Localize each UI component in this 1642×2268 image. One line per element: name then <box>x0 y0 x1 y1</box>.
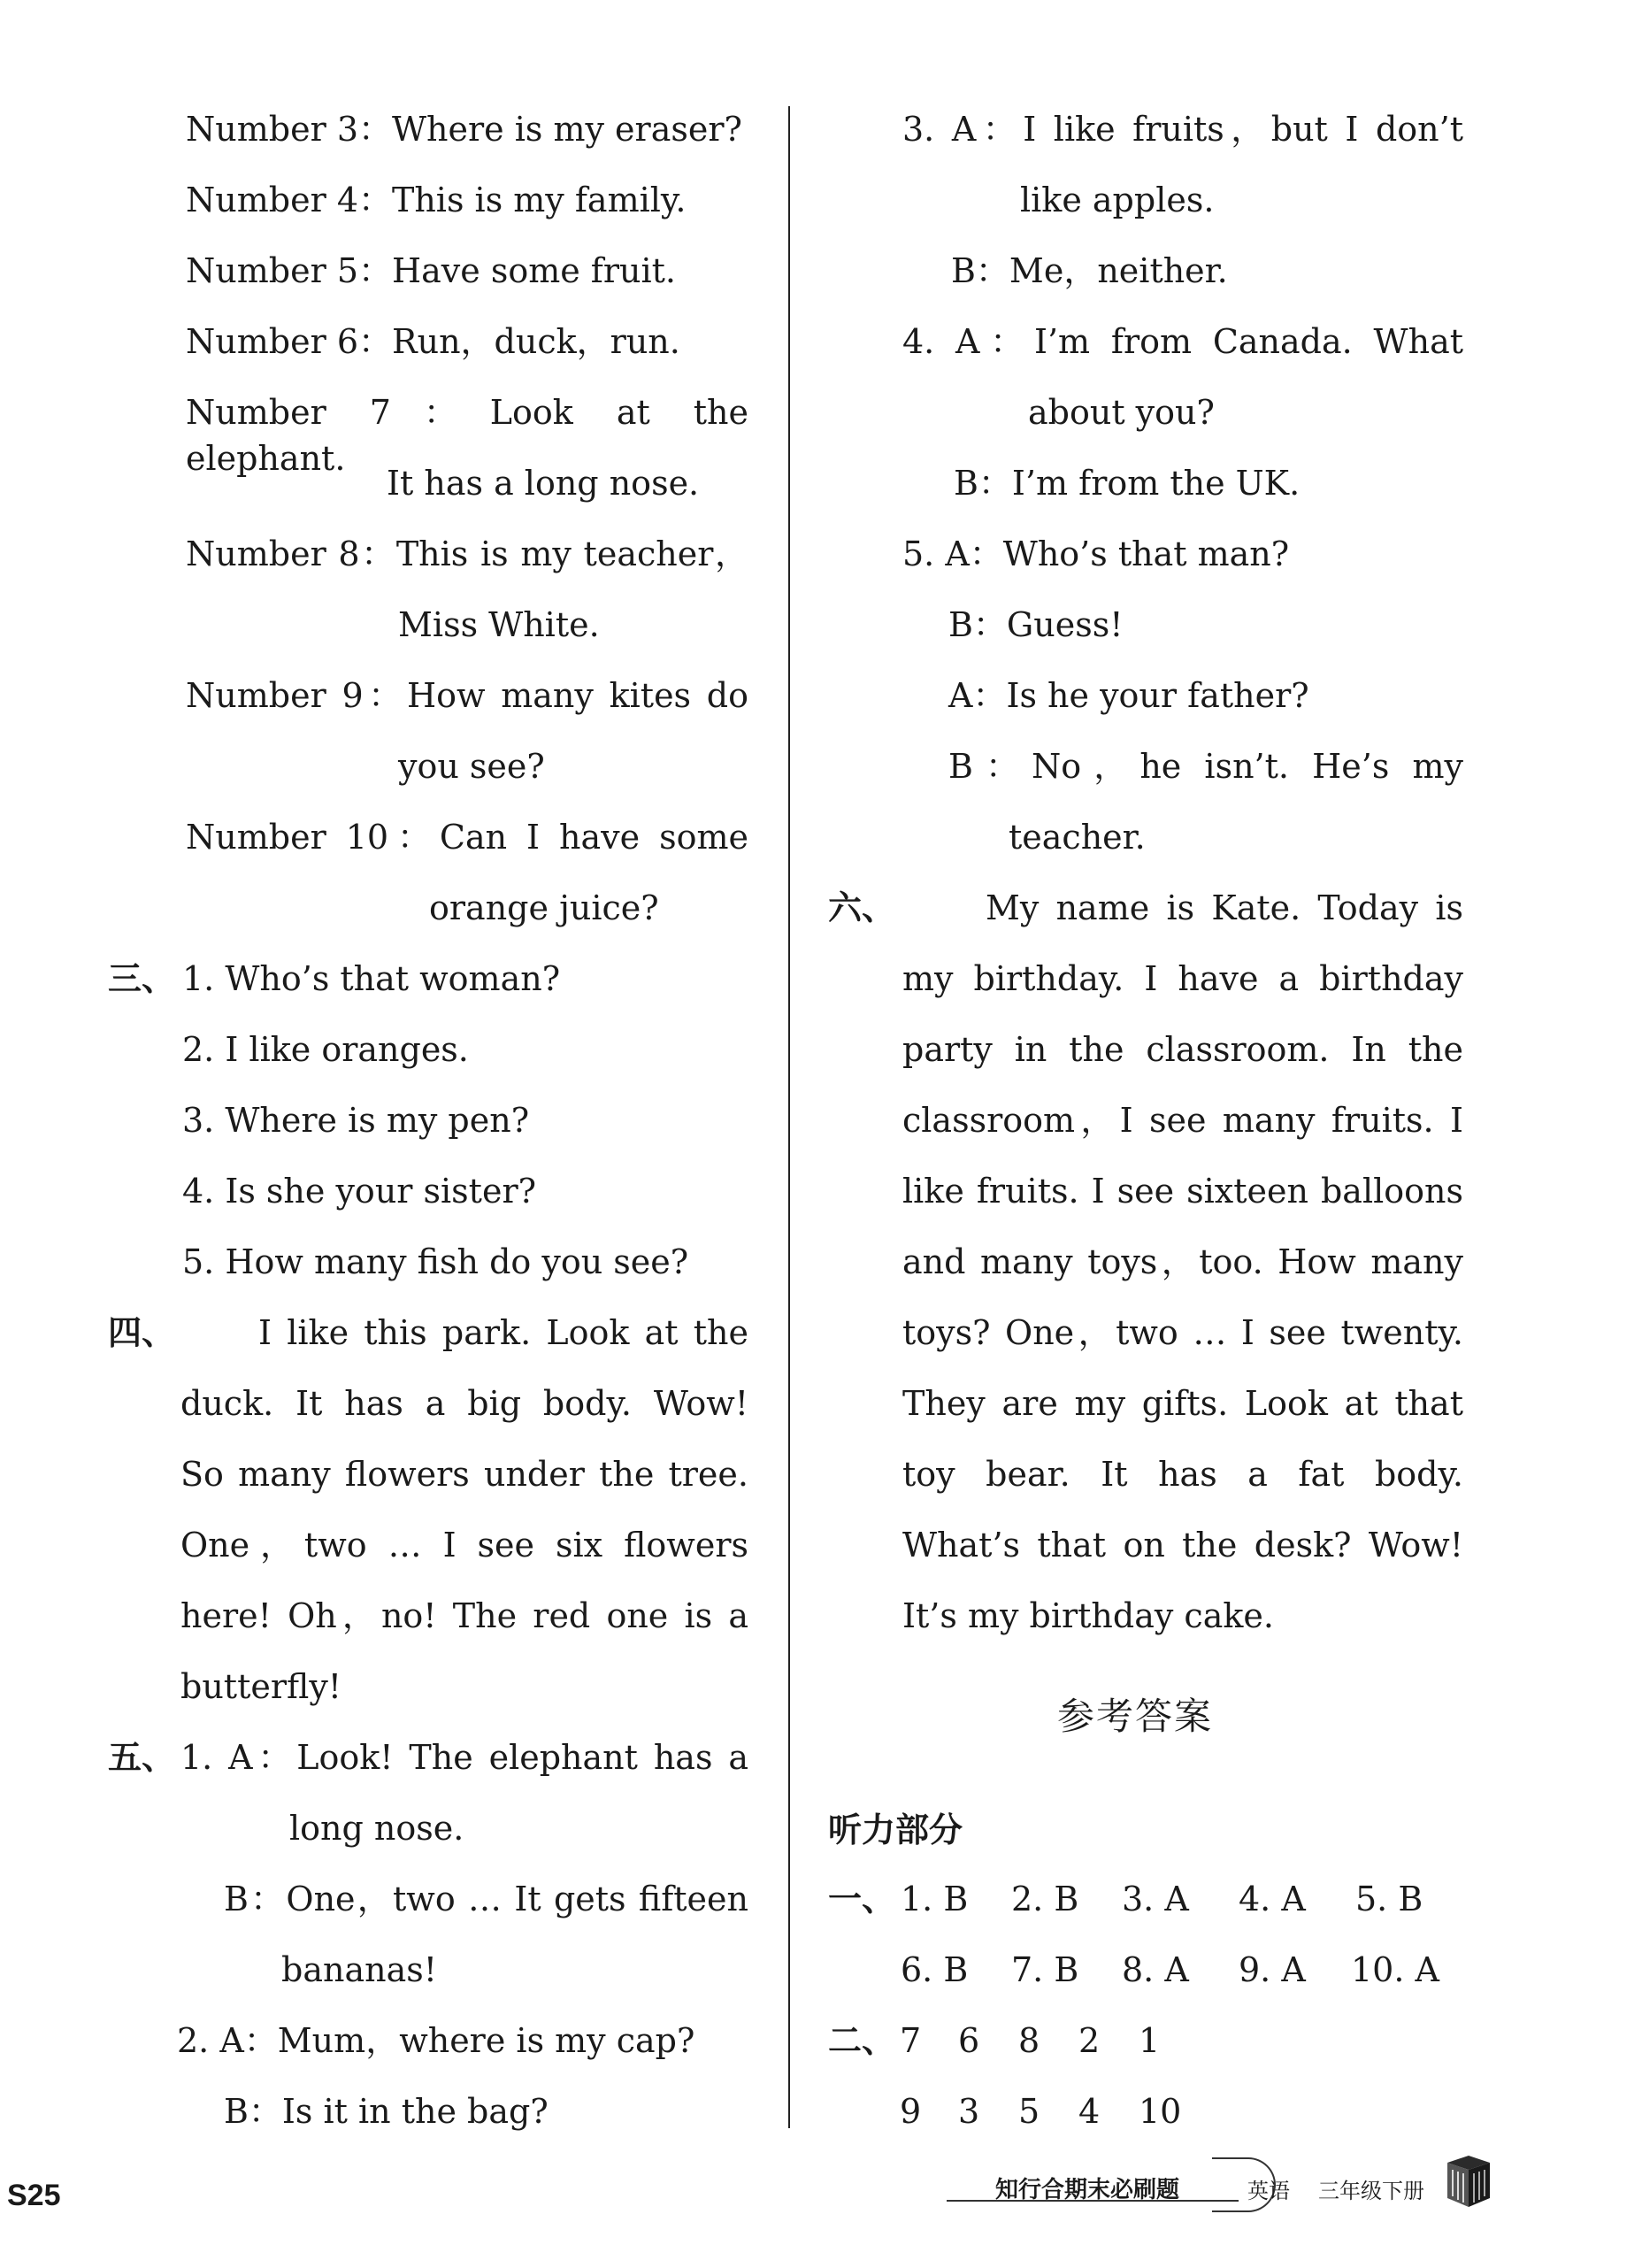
answer-item: 2. B <box>1011 1880 1079 1918</box>
section-3-label: 三、 <box>108 959 176 998</box>
dialogue-line: 3. A：I like fruits，but I don’t <box>902 110 1463 149</box>
dialogue-line: about you? <box>1028 393 1215 432</box>
transcript-line: you see? <box>398 747 545 786</box>
answer-item: 10 <box>1139 2092 1182 2131</box>
answer-item: 9 <box>900 2092 922 2131</box>
answer-item: 1 <box>1139 2021 1161 2060</box>
answer-item: 1. B <box>901 1880 969 1918</box>
transcript-line: Number 7：Look at the elephant. <box>186 393 748 478</box>
answer-item: 5 <box>1018 2092 1040 2131</box>
answer-key-title: 参考答案 <box>1057 1695 1214 1738</box>
dialogue-line: bananas! <box>281 1950 438 1989</box>
answer-item: 6 <box>958 2021 980 2060</box>
answer-item: 8 <box>1018 2021 1040 2060</box>
footer-subject: 英语 <box>1247 2179 1290 2203</box>
passage-line: party in the classroom. In the <box>902 1030 1463 1069</box>
dialogue-line: 5. A：Who’s that man? <box>902 534 1290 573</box>
page-number: S25 <box>7 2179 61 2212</box>
passage-line: like fruits. I see sixteen balloons <box>902 1172 1463 1211</box>
book-stack-icon <box>1442 2152 1493 2209</box>
transcript-line: 2. I like oranges. <box>182 1030 469 1069</box>
passage-line: They are my gifts. Look at that <box>902 1384 1463 1423</box>
column-divider <box>788 106 790 2128</box>
answer-item: 7 <box>900 2021 922 2060</box>
dialogue-line: B：No，he isn’t. He’s my <box>948 747 1463 786</box>
transcript-line: 5. How many fish do you see? <box>182 1242 689 1281</box>
transcript-line: orange juice? <box>429 888 659 927</box>
passage-line: classroom，I see many fruits. I <box>902 1101 1463 1140</box>
passage-line: duck. It has a big body. Wow! <box>180 1384 748 1423</box>
dialogue-line: B：Is it in the bag? <box>224 2092 549 2131</box>
passage-line: and many toys，too. How many <box>902 1242 1463 1281</box>
dialogue-line: 4. A：I’m from Canada. What <box>902 322 1463 361</box>
footer-banner <box>947 2152 1477 2214</box>
answer-item: 7. B <box>1011 1950 1079 1989</box>
passage-line: What’s that on the desk? Wow! <box>902 1526 1463 1565</box>
transcript-line: Number 8：This is my teacher， <box>186 534 748 573</box>
dialogue-line: 2. A：Mum，where is my cap? <box>177 2021 695 2060</box>
section-6-label: 六、 <box>828 888 896 927</box>
answer-item: 3 <box>958 2092 980 2131</box>
passage-line: toy bear. It has a fat body. <box>902 1455 1463 1494</box>
listening-section-heading: 听力部分 <box>828 1811 963 1849</box>
dialogue-line: B：One，two … It gets fifteen <box>224 1880 748 1918</box>
transcript-line: Number 9：How many kites do <box>186 676 748 715</box>
answer-item: 4. A <box>1239 1880 1306 1918</box>
answer-section-2-label: 二、 <box>828 2021 896 2060</box>
answer-item: 8. A <box>1122 1950 1189 1989</box>
answer-item: 4 <box>1078 2092 1101 2131</box>
answer-item: 10. A <box>1351 1950 1439 1989</box>
answer-item: 9. A <box>1239 1950 1306 1989</box>
transcript-line: Number 3：Where is my eraser? <box>186 110 742 149</box>
dialogue-line: B：Guess! <box>948 605 1124 644</box>
passage-line: my birthday. I have a birthday <box>902 959 1463 998</box>
dialogue-line: A：Is he your father? <box>948 676 1309 715</box>
dialogue-line: like apples. <box>1020 181 1215 219</box>
footer-series-name: 知行合期末必刷题 <box>995 2177 1180 2203</box>
passage-line: butterfly! <box>180 1667 342 1706</box>
answer-item: 5. B <box>1355 1880 1423 1918</box>
transcript-line: 1. Who’s that woman? <box>182 959 561 998</box>
transcript-line: Number 4：This is my family. <box>186 181 687 219</box>
section-5-label: 五、 <box>108 1738 176 1777</box>
footer-grade: 三年级下册 <box>1318 2179 1424 2203</box>
answer-section-1-label: 一、 <box>828 1880 896 1918</box>
answer-item: 6. B <box>901 1950 969 1989</box>
transcript-line: Number 10：Can I have some <box>186 818 748 857</box>
transcript-line: Number 5：Have some fruit. <box>186 251 677 290</box>
passage-line: One，two … I see six flowers <box>180 1526 748 1565</box>
transcript-line: Miss White. <box>398 605 600 644</box>
passage-line: toys? One，two … I see twenty. <box>902 1313 1463 1352</box>
dialogue-line: B：I’m from the UK. <box>954 464 1301 503</box>
passage-line: It’s my birthday cake. <box>902 1596 1274 1635</box>
passage-line: My name is Kate. Today is <box>986 888 1463 927</box>
passage-line: I like this park. Look at the <box>258 1313 748 1352</box>
transcript-line: 4. Is she your sister? <box>182 1172 536 1211</box>
dialogue-line: B：Me，neither. <box>951 251 1228 290</box>
section-4-label: 四、 <box>108 1313 176 1352</box>
dialogue-line: 1. A：Look! The elephant has a <box>180 1738 748 1777</box>
answer-item: 3. A <box>1122 1880 1189 1918</box>
passage-line: So many flowers under the tree. <box>180 1455 748 1494</box>
transcript-line: Number 6：Run，duck，run. <box>186 322 680 361</box>
transcript-line: 3. Where is my pen? <box>182 1101 530 1140</box>
dialogue-line: teacher. <box>1009 818 1146 857</box>
transcript-line: It has a long nose. <box>387 464 700 503</box>
dialogue-line: long nose. <box>289 1809 464 1848</box>
answer-item: 2 <box>1078 2021 1101 2060</box>
passage-line: here! Oh，no! The red one is a <box>180 1596 748 1635</box>
